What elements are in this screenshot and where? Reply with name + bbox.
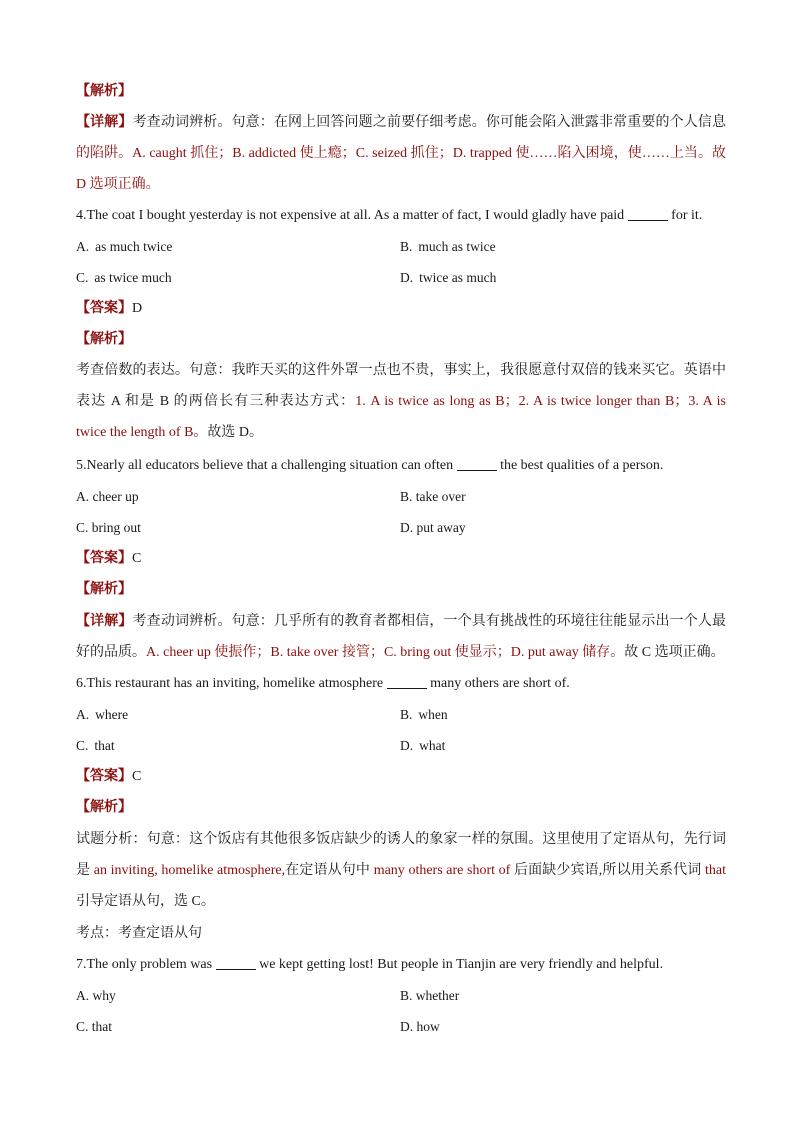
analysis-heading: 【解析】 (76, 800, 132, 815)
question-5-stem: 5.Nearly all educators believe that a challenging situation can often the best qualities of a person. (76, 458, 664, 473)
option-a[interactable]: A. cheer up (76, 489, 139, 504)
answer-line: 【答案】C (76, 769, 142, 784)
analysis-paragraph-line: 引导定语从句，选 C。 (76, 894, 215, 909)
analysis-paragraph-line: 是 an inviting, homelike atmosphere,在定语从句中 many others are short of 后面缺少宾语,所以用关系代词 that (76, 863, 727, 878)
option-b[interactable]: B. much as twice (400, 239, 496, 254)
kaodian-line: 考点：考查定语从句 (76, 926, 202, 941)
option-d[interactable]: D. what (400, 738, 446, 753)
analysis-heading: 【解析】 (76, 84, 132, 99)
option-c[interactable]: C. bring out (76, 520, 141, 535)
answer-line: 【答案】D (76, 301, 143, 316)
answer-blank (216, 955, 256, 970)
analysis-paragraph-line: 表达 A 和是 B 的两倍长有三种表达方式：1. A is twice as long as B；2. A is twice longer than B；3. A is (76, 394, 726, 409)
option-a[interactable]: A. as much twice (76, 239, 173, 254)
option-d[interactable]: D. how (400, 1019, 440, 1034)
question-7-stem: 7.The only problem was we kept getting lost! But people in Tianjin are very friendly and helpful. (76, 957, 664, 972)
analysis-paragraph: 试题分析：句意：这个饭店有其他很多饭店缺少的诱人的象家一样的氛围。这里使用了定语从句，先行词 (76, 832, 726, 847)
option-d[interactable]: D. twice as much (400, 270, 497, 285)
answer-blank (628, 206, 668, 221)
detail-paragraph-line: 好的品质。A. cheer up 使振作；B. take over 接管；C. bring out 使显示；D. put away 储存。故 C 选项正确。 (76, 645, 725, 660)
option-c[interactable]: C. that (76, 1019, 112, 1034)
detail-paragraph-line: 的陷阱。A. caught 抓住；B. addicted 使上瘾；C. seized 抓住；D. trapped 使……陷入困境，使……上当。故 (76, 146, 726, 161)
option-b[interactable]: B. when (400, 707, 448, 722)
option-a[interactable]: A. where (76, 707, 129, 722)
analysis-paragraph-line: twice the length of B。故选 D。 (76, 425, 264, 440)
analysis-heading: 【解析】 (76, 582, 132, 597)
question-4-stem: 4.The coat I bought yesterday is not expensive at all. As a matter of fact, I would gladly have paid for it. (76, 208, 703, 223)
option-c[interactable]: C. that (76, 738, 115, 753)
detail-paragraph: 【详解】考查动词辨析。句意：几乎所有的教育者都相信，一个具有挑战性的环境往往能显示出一个人最 (76, 614, 727, 629)
analysis-paragraph: 考查倍数的表达。句意：我昨天买的这件外罩一点也不贵，事实上，我很愿意付双倍的钱来买它。英语中 (76, 363, 726, 378)
question-6-stem: 6.This restaurant has an inviting, homelike atmosphere many others are short of. (76, 676, 570, 691)
option-b[interactable]: B. take over (400, 489, 466, 504)
analysis-heading: 【解析】 (76, 332, 132, 347)
option-b[interactable]: B. whether (400, 988, 460, 1003)
detail-paragraph: 【详解】考查动词辨析。句意：在网上回答问题之前要仔细考虑。你可能会陷入泄露非常重要的个人信息 (76, 115, 727, 130)
option-d[interactable]: D. put away (400, 520, 466, 535)
answer-blank (457, 456, 497, 471)
option-a[interactable]: A. why (76, 988, 116, 1003)
detail-paragraph-line: D 选项正确。 (76, 177, 160, 192)
option-c[interactable]: C. as twice much (76, 270, 172, 285)
answer-line: 【答案】C (76, 551, 142, 566)
answer-blank (387, 674, 427, 689)
